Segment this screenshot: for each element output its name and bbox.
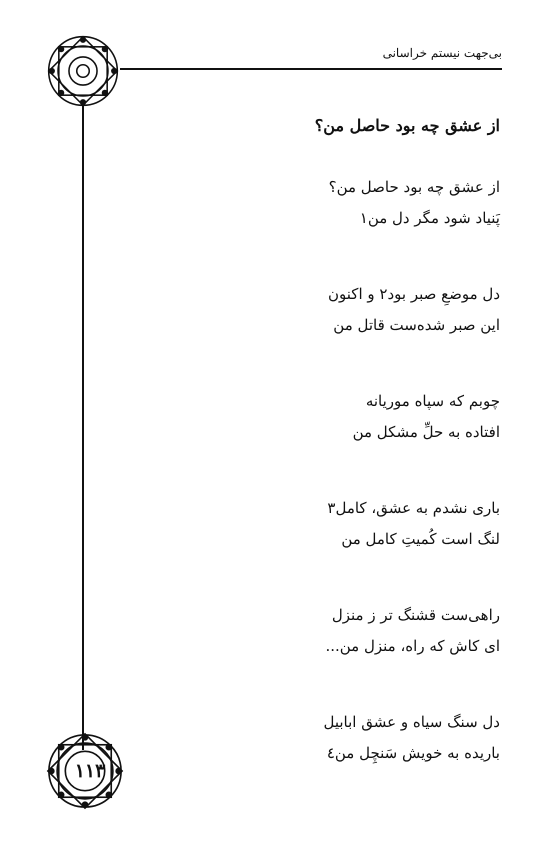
margin-rule <box>82 100 84 750</box>
rosette-ornament-top <box>44 32 122 110</box>
verse-line: چوبم که سپاه موریانه <box>365 392 500 410</box>
stanza <box>240 386 500 448</box>
verse-line: دل موضعِ صبر بود۲ و اکنون <box>328 285 500 303</box>
verse-line: از عشق چه بود حاصل من؟ <box>328 178 500 196</box>
running-head: بی‌جهت نیستم خراسانی <box>382 46 502 60</box>
stanza <box>240 493 500 555</box>
poem-body <box>240 172 500 814</box>
stanza <box>240 707 500 769</box>
stanza <box>240 279 500 341</box>
verse-line: این صبر شده‌ست قاتل من <box>333 316 500 334</box>
verse-line: پَنیاد شود مگر دل من۱ <box>359 209 500 227</box>
verse-line: باریده به خویش سَنچِل من٤ <box>326 744 500 762</box>
verse-line: راهی‌ست قشنگ تر ز منزل <box>331 606 500 624</box>
verse-line: لنگ است کُمیتِ کامل من <box>341 530 500 548</box>
poem-title: از عشق چه بود حاصل من؟ <box>314 116 500 135</box>
verse-line: دل سنگ سیاه و عشق ابابیل <box>323 713 500 731</box>
verse-line: باری نشدم به عشق، کامل۳ <box>327 499 500 517</box>
stanza <box>240 172 500 234</box>
verse-line: ای کاش که راه، منزل من... <box>325 637 500 655</box>
stanza <box>240 600 500 662</box>
verse-line: افتاده به حلِّ مشکل من <box>352 423 500 441</box>
page-number: ۱۱۳ <box>74 760 106 782</box>
header-rule <box>120 68 502 70</box>
